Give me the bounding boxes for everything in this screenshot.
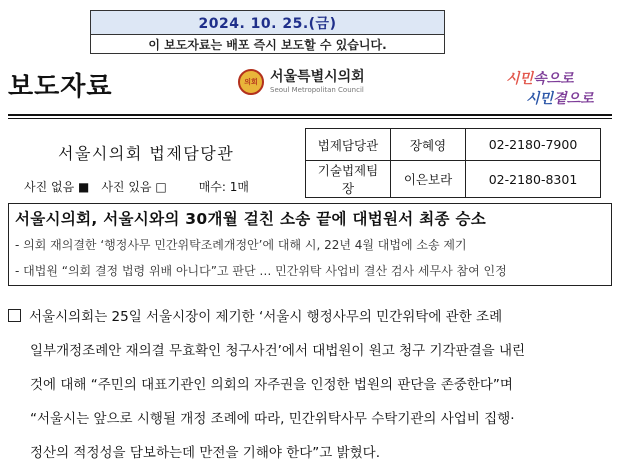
- contact-phone: 02-2180-7900: [466, 129, 601, 161]
- release-note: 이 보도자료는 배포 즉시 보도할 수 있습니다.: [148, 38, 387, 52]
- logo-name-korean: 서울특별시의회: [270, 68, 365, 85]
- contact-name: 장혜영: [391, 129, 466, 161]
- header-divider-thick: [8, 114, 612, 116]
- body-line: 것에 대해 “주민의 대표기관인 의회의 자주권을 인정한 법원의 판단을 존중한다”며: [30, 377, 513, 393]
- body-line: “서울시는 앞으로 시행될 개정 조례에 따라, 민간위탁사무 수탁기관의 사업비 집행·: [30, 411, 515, 427]
- contact-row: [306, 129, 601, 161]
- contact-phone: 02-2180-8301: [466, 161, 601, 198]
- no-photo-label: 사진 없음 ■: [24, 180, 90, 194]
- logo-text: [270, 70, 365, 95]
- slogan-line-2: [526, 88, 612, 108]
- date-header-box: [90, 10, 445, 54]
- document-title: 보도자료: [8, 72, 113, 102]
- headline-title: 서울시의회, 서울시와의 30개월 걸친 소송 끝에 대법원서 최종 승소: [15, 210, 487, 228]
- headline-box: [8, 203, 612, 286]
- headline-subtitle-2: - 대법원 “의회 결정 법령 위배 아니다”고 판단 … 민간위탁 사업비 결산 검사 세무사 참여 인정: [15, 264, 507, 278]
- body-line-text: 서울시의회는 25일 서울시장이 제기한 ‘서울시 행정사무의 민간위탁에 관한 조례: [29, 309, 503, 325]
- header-divider-thin: [8, 118, 612, 119]
- has-photo-label: 사진 있음 □: [101, 180, 167, 194]
- contact-name: 이은보라: [391, 161, 466, 198]
- council-seal-icon: [238, 69, 264, 95]
- headline-subtitle-1: - 의회 재의결한 ‘행정사무 민간위탁조례개정안’에 대해 시, 22년 4월 대법에 소송 제기: [15, 238, 467, 252]
- council-logo: [238, 69, 365, 95]
- slogan-word-1: 시민: [506, 71, 534, 87]
- photo-count: 매수: 1매: [198, 180, 249, 194]
- slogan-line-1: [506, 68, 612, 88]
- contact-table: [305, 128, 601, 198]
- photo-info: [24, 178, 249, 195]
- slogan-word-2: 속으로: [533, 71, 574, 87]
- checkbox-bullet-icon: [8, 309, 21, 322]
- slogan-word-4: 곁으로: [553, 91, 594, 107]
- contact-role: 기술법제팀장: [306, 161, 391, 198]
- body-line: 일부개정조례안 재의결 무효확인 청구사건’에서 대법원이 원고 청구 기각판결을 내린: [30, 343, 526, 359]
- contact-row: [306, 161, 601, 198]
- seal-text: 의회: [244, 78, 258, 86]
- body-line: 정산의 적정성을 담보하는데 만전을 기해야 한다”고 밝혔다.: [30, 445, 381, 461]
- contact-role: 법제담당관: [306, 129, 391, 161]
- body-line: [8, 300, 612, 334]
- release-date: 2024. 10. 25.(금): [91, 11, 444, 35]
- slogan-logo: [506, 68, 612, 108]
- logo-name-english: Seoul Metropolitan Council: [270, 85, 364, 94]
- department-name: 서울시의회 법제담당관: [58, 144, 235, 163]
- body-paragraph: [8, 300, 612, 470]
- slogan-word-3: 시민: [526, 91, 554, 107]
